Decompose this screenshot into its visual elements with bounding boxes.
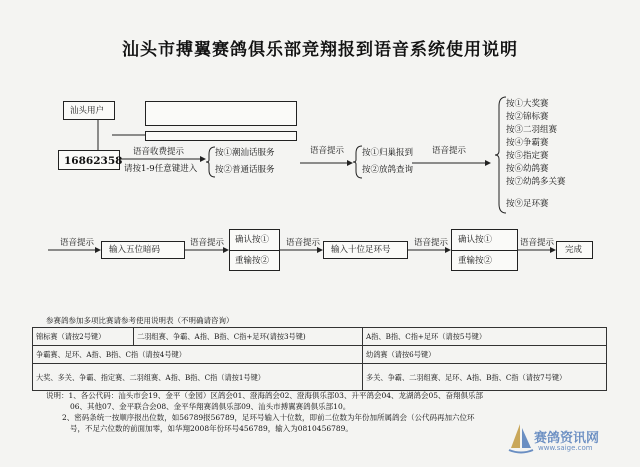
- voice-prompt-a: 语音提示: [60, 238, 95, 248]
- voice-prompt-e: 语音提示: [520, 238, 555, 248]
- user-label: 汕头用户: [70, 106, 105, 116]
- user-box: [63, 101, 115, 120]
- voice-prompt-3: 语音提示: [432, 146, 467, 156]
- query-option-2: 按②放鸽查询: [362, 165, 414, 175]
- five-digit-box: [101, 241, 185, 259]
- watermark-url: www.saige.com: [538, 444, 593, 452]
- table-cell: 大奖、多关、争霸、指定赛、二羽组赛、A指、B指、C指（请按1号键）: [33, 364, 363, 391]
- empty-box-1: [145, 101, 297, 126]
- table-cell: 多关、争霸、二羽组赛、足环、A指、B指、C指（请按7号键）: [363, 364, 607, 391]
- press-any-key-hint: 请按1-9任意键进入: [124, 164, 198, 174]
- legend-caption: 参赛鸽参加多项比赛请参考使用说明表（不明确请咨询）: [46, 316, 234, 325]
- table-cell: 锦标赛（请按2号键）: [33, 328, 134, 346]
- race-option: 按②锦标赛: [506, 112, 549, 122]
- voice-prompt-b: 语音提示: [190, 238, 225, 248]
- confirm-1b: 确认按①: [458, 235, 493, 245]
- voice-prompt-c: 语音提示: [286, 238, 321, 248]
- confirm-box-2: [451, 229, 518, 271]
- table-row: [33, 364, 607, 391]
- enter-ten-digit: 输入十位足环号: [331, 245, 391, 255]
- note-line: 2、密码条统一按顺序报出位数，如56789报56789，足环号输入十位数，即前二位数为年份加所属鸽会（公代码再加六位环: [62, 413, 475, 422]
- page-title: 汕头市搏翼赛鸽俱乐部竞翔报到语音系统使用说明: [122, 40, 518, 60]
- phone-number-box: [58, 150, 123, 170]
- language-option-1: 按①潮汕话服务: [215, 148, 275, 158]
- voice-prompt-d: 语音提示: [414, 238, 449, 248]
- table-cell: 二羽组赛、争霸、A指、B指、C指+足环(请按3号键): [134, 328, 363, 346]
- empty-box-2: [145, 131, 297, 141]
- note-line: 06、其他07、金平联合会08、金平华翔赛鸽俱乐部09、汕头市搏翼赛鸽俱乐部10。: [70, 402, 351, 411]
- sailboat-logo-icon: [508, 422, 534, 456]
- note-line: 说明：1、各公代码：汕头市会19、金平（金园）区鸽会01、澄海鸽会02、澄海俱乐部03、升平鸽会04、龙湖鸽会05、奋翔俱乐部: [46, 391, 484, 400]
- race-option: 按④争霸赛: [506, 138, 549, 148]
- confirm-divider-2: [452, 250, 517, 251]
- voice-fee-hint: 语音收费提示: [133, 147, 185, 157]
- table-cell: 幼鸽赛（请按6号键）: [363, 346, 607, 364]
- reenter-2: 重输按②: [235, 256, 270, 266]
- confirm-box-1: [229, 229, 280, 271]
- enter-five-digit: 输入五位暗码: [109, 245, 161, 255]
- table-cell: A指、B指、C指+足环（请按5号键）: [363, 328, 607, 346]
- query-option-1: 按①归巢报到: [362, 148, 414, 158]
- reenter-2b: 重输按②: [458, 256, 493, 266]
- done-box: [556, 241, 593, 259]
- race-option: 按⑤指定赛: [506, 151, 549, 161]
- watermark-brand: 赛鸽资讯网: [534, 431, 600, 446]
- ten-digit-box: [323, 241, 408, 259]
- phone-number: 16862358: [64, 155, 123, 167]
- table-cell: 争霸赛、足环、A指、B指、C指（请按4号键）: [33, 346, 363, 364]
- race-option: 按①大奖赛: [506, 99, 549, 109]
- race-option: 按③二羽组赛: [506, 125, 558, 135]
- race-option: 按⑨足环赛: [506, 199, 549, 209]
- table-row: [33, 346, 607, 364]
- language-option-2: 按②普通话服务: [215, 165, 275, 175]
- race-option: 按⑥幼鸽赛: [506, 164, 549, 174]
- done-label: 完成: [565, 245, 583, 255]
- note-line: 号，不足六位数的前面加零，如华翔2008年份环号456789，输入为0810456789。: [70, 424, 353, 433]
- confirm-1: 确认按①: [235, 235, 270, 245]
- table-row: [33, 328, 607, 346]
- confirm-divider-1: [230, 250, 279, 251]
- voice-prompt-2: 语音提示: [310, 146, 345, 156]
- legend-table: [32, 327, 607, 391]
- race-option: 按⑦幼鸽多关赛: [506, 177, 566, 187]
